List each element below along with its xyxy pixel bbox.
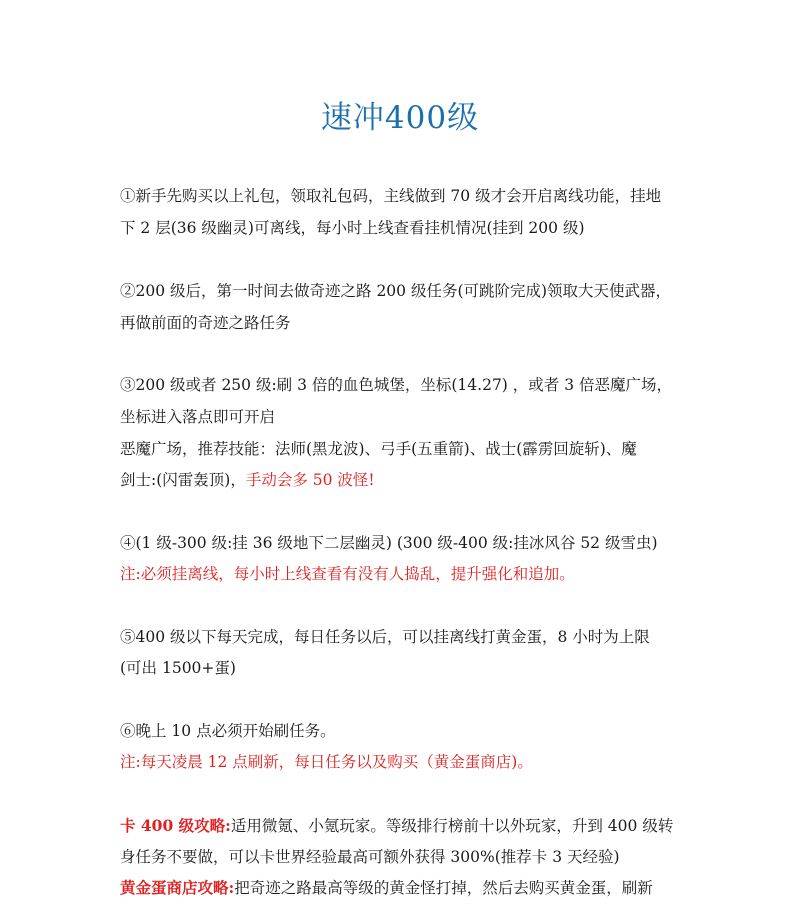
guide-400-line-1 — [120, 814, 690, 838]
section-3-line-4 — [120, 468, 690, 492]
guide-400-text-1: 适用微氪、小氪玩家。等级排行榜前十以外玩家，升到 400 级转 — [230, 817, 674, 835]
section-3-line-4-text: 剑士:(闪雷轰顶)， — [120, 471, 246, 489]
guide-400-line-2: 身任务不要做，可以卡世界经验最高可额外获得 300%(推荐卡 3 天经验) — [120, 848, 620, 866]
section-1-line-2: 下 2 层(36 级幽灵)可离线，每小时上线查看挂机情况(挂到 200 级) — [120, 219, 585, 237]
section-4-line-1: ④(1 级-300 级:挂 36 级地下二层幽灵) (300 级-400 级:挂冰风谷 52 级雪虫) — [120, 534, 658, 552]
section-4-note: 注:必须挂离线，每小时上线查看有没有人捣乱，提升强化和追加。 — [120, 565, 575, 583]
gold-shop-label: 黄金蛋商店攻略: — [120, 878, 235, 897]
section-5-line-2: (可出 1500+蛋) — [120, 659, 236, 677]
section-1-line-1: ①新手先购买以上礼包，领取礼包码，主线做到 70 级才会开启离线功能，挂地 — [120, 187, 662, 205]
section-2-line-2: 再做前面的奇迹之路任务 — [120, 314, 291, 332]
section-5-line-1: ⑤400 级以下每天完成，每日任务以后，可以挂离线打黄金蛋，8 小时为上限 — [120, 628, 650, 646]
section-3-line-2: 坐标进入落点即可开启 — [120, 408, 276, 426]
gold-shop-text-1: 把奇迹之路最高等级的黄金怪打掉，然后去购买黄金蛋，刷新 — [234, 879, 653, 897]
section-6-line-1: ⑥晚上 10 点必须开始刷任务。 — [120, 722, 336, 740]
gold-shop-line-1 — [120, 876, 690, 900]
guide-400-label: 卡 400 级攻略: — [120, 816, 231, 835]
section-6-note: 注:每天凌晨 12 点刷新，每日任务以及购买（黄金蛋商店)。 — [120, 753, 533, 771]
section-2-line-1: ②200 级后，第一时间去做奇迹之路 200 级任务(可跳阶完成)领取大天使武器， — [120, 282, 672, 300]
section-3-line-1: ③200 级或者 250 级:刷 3 倍的血色城堡，坐标(14.27) ，或者 3 倍恶魔广场， — [120, 376, 673, 394]
section-3-highlight: 手动会多 50 波怪! — [245, 471, 375, 489]
page-title: 速冲400级 — [320, 100, 480, 136]
section-3-line-3: 恶魔广场，推荐技能：法师(黑龙波)、弓手(五重箭)、战士(霹雳回旋斩)、魔 — [120, 440, 637, 458]
